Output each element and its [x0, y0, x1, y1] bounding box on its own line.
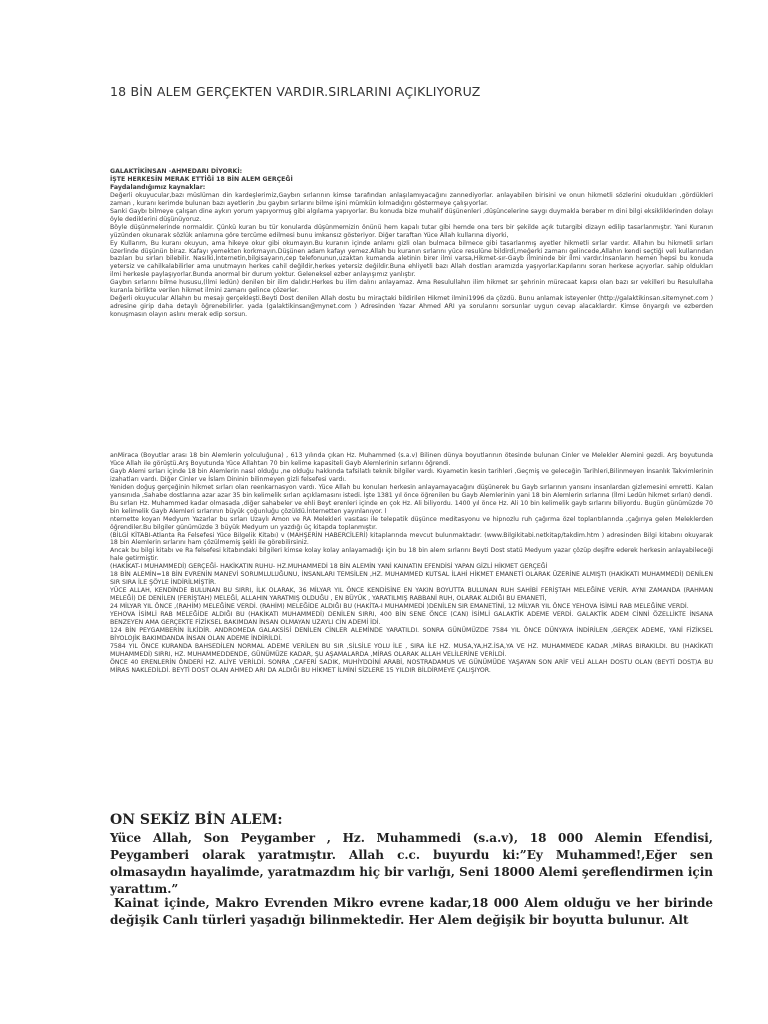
paragraph: Sanki Gaybı bilmeye çalışan dine aykırı yorum yapıyormuş gibi algılama yapıyorlar. Bu konuda bize muhalif düşünenleri ,düşüncelerine saygı duymakla beraber m dini bilgi eksikliklerinden dolayı öyle dediklerini düşünüyoruz.: [110, 207, 713, 223]
subtitle-line: İŞTE HERKESİN MERAK ETTİĞİ 18 BİN ALEM GERÇEĞİ: [110, 175, 293, 183]
sources-line: Faydalandığımız kaynaklar:: [110, 183, 206, 191]
paragraph: Bu sırları Hz. Muhammed kadar olmasada ,diğer sahabeler ve ehli Beyt erenleri içinde en çok Hz. Ali biliyordu. 1400 yıl önce Hz. Ali 10 bin kelimelik gayb sırlarını biliyordu. Bugün günümüzde 70 bin kelimelik Gayb Alemleri sırlarının büyük çoğunluğu çözüldü.İnternetten yayınlanıyor. l: [110, 499, 713, 515]
paragraph: (HAKİKAT-I MUHAMMEDİ) GERÇEĞİ- HAKİKATIN RUHU- HZ.MUHAMMEDİ 18 BİN ALEMİN YANİ KAINATIN EFENDİSİ YAPAN GİZLİ HİKMET GERÇEĞİ: [110, 563, 548, 571]
author-line: GALAKTİKİNSAN -AHMEDARI DİYORKİ:: [110, 168, 243, 175]
paragraph: Değerli okuyucular Allahın bu mesajı gerçekleşti.Beyti Dost denilen Allah dostu bu miraçtaki bildirilen Hikmet ilmini1996 da çözdü. Bunu anlamak isteyenler (http://galaktikinsan.sitemynet.com ) adresine girip daha detaylı öğrenebilirler. yada (galaktikinsan@mynet.com ) Adresinden Yazar Ahmed ARI ya sorularını sorsunlar uygun cevap alacaklardır. Kimse önyargılı ve ezberden konuşmasın olayın aslını merak edip sorsun.: [110, 295, 713, 319]
paragraph: 18 BİN ALEMİN=18 BİN EVRENİN MANEVİ SORUMLULUĞUNU, İNSANLARI TEMSİLEN ,HZ. MUHAMMED KUTSAL İLAHİ HİKMET EMANETİ OLARAK ÜZERİNE ALMIŞTI (HAKİKATI MUHAMMEDİ) DENİLEN SIR SIRA İLE ŞÖYLE İNDİRİLMİŞTİR.: [110, 571, 713, 587]
paragraph: Ey Kullarım, Bu kuranı okuyun, ama hikeye okur gibi okumayın.Bu kuranın içinde anlamı gizli olan bulmaca bilmece gibi tasarlanmış ayetler hikmetli sırlar vardır. Allahın bu hikmetli sırları üzerlinde düşünün biraz. Kafayı yemekten korkmayın.Düşünen adam kafayı yemez.Allah bu kuranın sırlarını yüce resulüne bildirdi,meğerki zamanı gelincede,Allahın kendi seçtiği veli kullarından bazıları bu sırları bilebilir. Nasılki,İnternetin,bilgisayarın,cep telefonunun,uzaktan kumanda aletinin birer ilmi varsa,Hikmet-sır-Gayb ilmininde bir ilmi vardır.İnsanların hemen hepsi bu konuda yetersiz ve cahilkalabilirler ama unutmayın herkes cahil değildir,herkes yetersiz değildir.Buna ehliyetli bazı Allah dostları aramızda yaşıyorlar.Kapılarını soran herkese açıyorlar. sahip oldukları ilmi herkesle paylaşıyorlar.Bunda anormal bir durum yoktur. Geleneksel ezber anlayışımız yanlıştır.: [110, 239, 713, 279]
paragraph: nternette koyan Medyum Yazarlar bu sırları Uzaylı Amon ve RA Melekleri vasıtası ile telepatik düşünce meditasyonu ve hipnozlu ruh çağırma özel toplantılarında ,çağırıya gelen Meleklerden öğrendiler.Bu bilgiler günümüzde 3 büyük Medyum un yazdığı üç kitapda toplanmıştır.: [110, 515, 713, 531]
paragraph: anMiraca (Boyutlar arası 18 bin Alemlerin yolculuğuna) , 613 yılında çıkan Hz. Muhammed (s.a.v) Bilinen dünya boyutlarının ötesinde bulunan Cinler ve Melekler Alemini gezdi. Arş boyutunda Yüce Allah ile görüştü.Arş Boyutunda Yüce Allahtan 70 bin kelime kapasiteli Gayb Alemlerinin sırlarını öğrendi.: [110, 452, 713, 467]
paragraph: 124 BİN PEYGAMBERİN İLKİDİR. ANDROMEDA GALAKSİSİ DENİLEN CİNLER ALEMİNDE YARATILDI. SONRA GÜNÜMÜZDE 7584 YIL ÖNCE DÜNYAYA İNDİRİLEN ,GERÇEK ADEME, YANİ FİZİKSEL BİYOLOJİK BAKIMDANDA İNSAN OLAN ADEME İNDİRİLDİ.: [110, 626, 713, 642]
miraj-text-block: [110, 452, 713, 810]
body-paragraph: Kainat içinde, Makro Evrenden Mikro evrene kadar,18 000 Alem olduğu ve her birinde değişik Canlı türleri yaşadığı bilinmektedir. Her Alem değişik bir boyutta bulunur. Alt: [110, 896, 713, 927]
paragraph: YEHOVA İSİMLİ RAB MELEĞİDE ALDIĞI BU (HAKİKATI MUHAMMEDİ) DENİLEN SIRRI, 400 BİN SENE ÖNCE (CAN) İSİMLİ GALAKTİK ADEME VERDİ. GALAKTİK ADEM CİNNİ ÖZELLİKTE İNSANA BENZEYEN AMA GERÇEKTE FİZİKSEL BAKIMDAN İNSAN OLMAYAN UZAYLI CİN ADEMİ İDİ.: [110, 611, 713, 627]
paragraph: Ancak bu bilgi kitabı ve Ra felsefesi kitabındaki bilgileri kimse kolay kolay anlayamadığı için bu 18 bin alem sırlarını Beyti Dost statü Medyum yazar çözüp deşifre ederek herkesin anlayabileceği hale getirmiştir.: [110, 547, 713, 563]
paragraph: Böyle düşünmelerinde normaldir. Çünkü kuran bu tür konularda düşünmemizin önünü hem kapalı tutar gibi hemde ona ters bir şekilde açık tutargibi dizayn edilip tasarlanmıştır. Yani Kuranın yüzünden okunarak sözlük anlamına göre tercüme edilmesi bunu imkansız gösteriyor. Diğer taraftan Yüce Allah kullarına diyorki,: [110, 223, 713, 239]
paragraph: (BİLGİ KİTABI-Atlanta Ra Felsefesi Yüce Bilgelik Kitabı) v (MAHŞERİN HABERCİLERİ) kitaplarında mevcut bulunmaktadır. (www.Bilgikitabi.netkitap/takdim.htm ) adresinden Bilgi kitabını okuyarak 18 bin Alemlerin sırlarını ham çözülmemiş şekli ile görebilirsiniz.: [110, 531, 713, 547]
paragraph: Gaybın sırlarını bilme hususu,(İlmi ledün) denilen bir ilim dalıdır.Herkes bu ilim dalını anlayamaz. Ama Resulullahın ilim hikmet sır şehrinin mürecaat kapısı olan bazı sır vekilleri bu Resulullaha kuranla birlikte verilen hikmet ilmini zamanı gelince çözerler.: [110, 279, 713, 295]
intro-text-block: [110, 168, 713, 408]
paragraph: 7584 YIL ÖNCE KURANDA BAHSEDİLEN NORMAL ADEME VERİLEN BU SIR ,SİLSİLE YOLU İLE , SIRA İLE HZ. MUSA,YA,HZ.İSA,YA VE HZ. MUHAMMEDE KADAR ,MİRAS BIRAKILDI. BU (HAKİKATI MUHAMMEDİ) SIRRI, HZ. MUHAMMEDDENDE, GÜNÜMÜZE KADAR, ŞU AŞAMALARDA ,MİRAS OLARAK ALLAH VELİLERİNE VERİLDİ.: [110, 642, 713, 658]
paragraph: ÖNCE 40 ERENLERİN ÖNDERİ HZ. ALİYE VERİLDİ. SONRA ,CAFERİ SADIK, MUHİYDDİNİ ARABİ, NOSTRADAMUS VE GÜNÜMÜDE YAŞAYAN SON ARİF VELİ ALLAH DOSTU OLAN (BEYTİ DOST)A BU MİRAS NAKLEDİLDİ. BEYTİ DOST OLAN AHMED ARI DA ALDIĞI BU HİKMET İLMİNİ SİZLERE 15 YILDIR BİLDİRMEYE ÇALIŞIYOR.: [110, 658, 713, 674]
document-title: 18 BİN ALEM GERÇEKTEN VARDIR.SIRLARINI AÇIKLIYORUZ: [110, 84, 481, 99]
paragraph: Gayb Alemi sırları içinde 18 bin Alemlerin nasıl olduğu ,ne olduğu hakkında tafsilatlı teknik bilgiler vardı. Kıyametin kesin tarihleri ,Geçmiş ve geleceğin Tarihleri,Bilinmeyen İnsanlık Takvimlerinin izahatları vardı. Diğer Cinler ve İslam Dininin bilinmeyen gizli felsefesi vardı.: [110, 467, 713, 483]
paragraph: Yeniden doğuş gerçeğinin hikmet sırları olan reenkarnasyon vardı. Yüce Allah bu konuları herkesin anlayamayacağını düşünerek bu Gayb sırlarının yarısını insanlardan gizlemesini emretti. Kalan yarısınıda ,Sahabe dostlarına azar azar 35 bin kelimelik sırları açıklamasını istedi. İşte 1381 yıl önce öğrenilen bu Gayb Alemlerinin yani 18 bin Alemlerin sırlarına (İlmi Ledün hikmet sırları) dendi.: [110, 483, 713, 499]
paragraph: 24 MİLYAR YIL ÖNCE ,(RAHİM) MELEĞİNE VERDİ. (RAHİM) MELEĞİDE ALDIĞI BU (HAKİTA-I MUHAMMEDİ )DENİLEN SIR EMANETİNİ, 12 MİLYAR YIL ÖNCE YEHOVA İSİMLİ RAB MELEĞİNE VERDİ.: [110, 603, 689, 611]
quote-paragraph: Yüce Allah, Son Peygamber , Hz. Muhammedi (s.a.v), 18 000 Alemin Efendisi, Peygamberi olarak yaratmıştır. Allah c.c. buyurdu ki:”Ey Muhammed!,Eğer sen olmasaydın hayalimde, yaratmazdım hiç bir varlığı, Seni 18000 Alemi şereflendirmen için yarattım.”: [110, 831, 713, 896]
section-heading: ON SEKİZ BİN ALEM:: [110, 812, 283, 828]
paragraph: YÜCE ALLAH, KENDİNDE BULUNAN BU SIRRI, İLK OLARAK, 36 MİLYAR YIL ÖNCE KENDİSİNE EN YAKIN BOYUTTA BULUNAN RUH SAHİBİ FERİŞTAH MELEĞİNE VERİR. AYNI ZAMANDA (RAHMAN MELEĞİ) DE DENİLEN (FERİŞTAH) MELEĞİ, ALLAHIN YARATMIŞ OLDUĞU , EN BÜYÜK , YARATILMIŞ RABBANİ RUH, OLARAK ALDIĞI BU EMANETİ,: [110, 587, 713, 603]
paragraph: Değerli okuyucular,bazı müslüman din kardeşlerimiz,Gaybın sırlarının kimse tarafından anlaşılamıyacağını zannediyorlar. anlayabilen birisini ve onun hikmetli sözlerini okudukları ,gördükleri zaman , kuranı kerimde bulunan bazı ayetlerin ,bu gaybın sırlarını bilme işini mümkün kılmadığını göstermeye çalışıyorlar.: [110, 191, 713, 207]
